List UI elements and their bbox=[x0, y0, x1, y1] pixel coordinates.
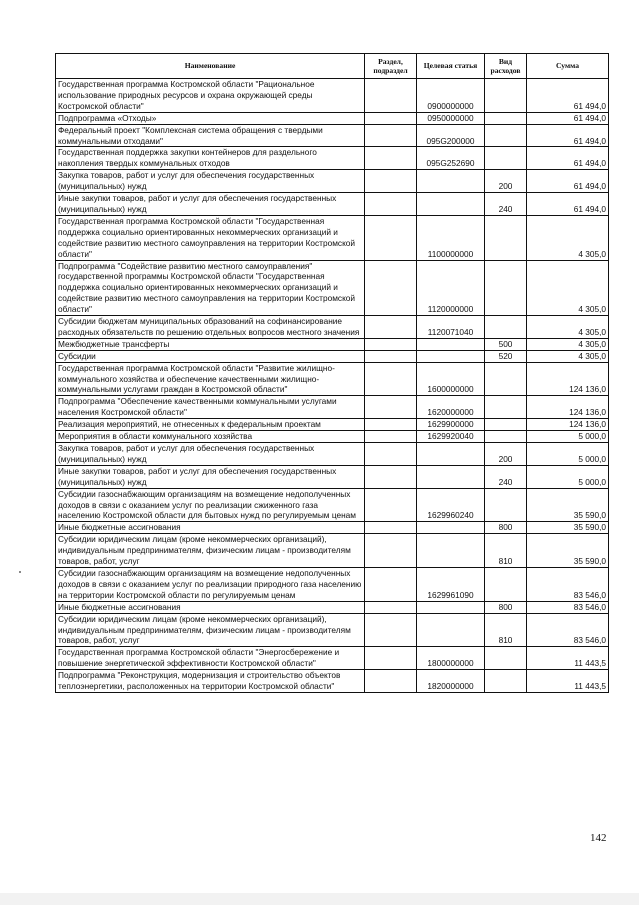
header-target: Целевая статья bbox=[417, 54, 485, 79]
row-section bbox=[365, 431, 417, 443]
row-target: 1800000000 bbox=[417, 647, 485, 670]
row-sum: 5 000,0 bbox=[527, 443, 609, 466]
table-row bbox=[56, 79, 609, 113]
page-number: 142 bbox=[590, 832, 607, 844]
row-section bbox=[365, 79, 417, 113]
row-name: Иные закупки товаров, работ и услуг для обеспечения государственных (муниципальных) нужд bbox=[56, 193, 365, 216]
table-row bbox=[56, 170, 609, 193]
row-target: 1600000000 bbox=[417, 362, 485, 396]
table-row bbox=[56, 567, 609, 601]
row-target bbox=[417, 465, 485, 488]
row-target: 0900000000 bbox=[417, 79, 485, 113]
row-section bbox=[365, 362, 417, 396]
row-name: Государственная поддержка закупки контейнеров для раздельного накопления твердых коммунальных отходов bbox=[56, 147, 365, 170]
row-expense-type bbox=[485, 215, 527, 260]
row-target: 1629961090 bbox=[417, 567, 485, 601]
row-target bbox=[417, 613, 485, 647]
row-expense-type: 810 bbox=[485, 613, 527, 647]
row-target bbox=[417, 443, 485, 466]
row-section bbox=[365, 567, 417, 601]
row-section bbox=[365, 124, 417, 147]
row-name: Государственная программа Костромской области "Энергосбережение и повышение энергетической эффективности Костромской области" bbox=[56, 647, 365, 670]
row-name: Закупка товаров, работ и услуг для обеспечения государственных (муниципальных) нужд bbox=[56, 443, 365, 466]
table-row bbox=[56, 534, 609, 568]
row-expense-type bbox=[485, 396, 527, 419]
row-sum: 5 000,0 bbox=[527, 431, 609, 443]
table-row bbox=[56, 522, 609, 534]
row-name: Реализация мероприятий, не отнесенных к федеральным проектам bbox=[56, 419, 365, 431]
row-target bbox=[417, 338, 485, 350]
table-row bbox=[56, 193, 609, 216]
table-row bbox=[56, 316, 609, 339]
row-expense-type bbox=[485, 362, 527, 396]
row-sum: 4 305,0 bbox=[527, 215, 609, 260]
table-row bbox=[56, 338, 609, 350]
budget-table bbox=[55, 53, 609, 693]
row-expense-type bbox=[485, 567, 527, 601]
table-row bbox=[56, 647, 609, 670]
row-section bbox=[365, 350, 417, 362]
row-target bbox=[417, 193, 485, 216]
row-section bbox=[365, 193, 417, 216]
row-expense-type bbox=[485, 419, 527, 431]
row-sum: 61 494,0 bbox=[527, 147, 609, 170]
row-section bbox=[365, 112, 417, 124]
row-name: Подпрограмма "Реконструкция, модернизация и строительство объектов теплоэнергетики, расположенных на территории Костромской области" bbox=[56, 670, 365, 693]
table-row bbox=[56, 112, 609, 124]
header-section: Раздел, подраздел bbox=[365, 54, 417, 79]
row-sum: 83 546,0 bbox=[527, 613, 609, 647]
row-target: 1120000000 bbox=[417, 260, 485, 316]
row-sum: 5 000,0 bbox=[527, 465, 609, 488]
row-sum: 4 305,0 bbox=[527, 338, 609, 350]
row-sum: 124 136,0 bbox=[527, 362, 609, 396]
row-sum: 4 305,0 bbox=[527, 260, 609, 316]
row-sum: 61 494,0 bbox=[527, 79, 609, 113]
row-expense-type bbox=[485, 316, 527, 339]
row-section bbox=[365, 260, 417, 316]
row-expense-type bbox=[485, 431, 527, 443]
row-target: 095G252690 bbox=[417, 147, 485, 170]
row-target: 095G200000 bbox=[417, 124, 485, 147]
row-sum: 4 305,0 bbox=[527, 350, 609, 362]
table-body bbox=[56, 79, 609, 693]
scan-bottom-edge bbox=[0, 893, 639, 905]
row-target: 1629920040 bbox=[417, 431, 485, 443]
row-sum: 61 494,0 bbox=[527, 112, 609, 124]
table-row bbox=[56, 362, 609, 396]
row-section bbox=[365, 670, 417, 693]
row-name: Субсидии юридическим лицам (кроме некоммерческих организаций), индивидуальным предпринимателям, физическим лицам - производителям товаров, работ, услуг bbox=[56, 534, 365, 568]
row-sum: 124 136,0 bbox=[527, 419, 609, 431]
row-name: Субсидии bbox=[56, 350, 365, 362]
row-target: 1100000000 bbox=[417, 215, 485, 260]
row-target: 1120071040 bbox=[417, 316, 485, 339]
row-sum: 35 590,0 bbox=[527, 534, 609, 568]
row-expense-type: 240 bbox=[485, 465, 527, 488]
row-section bbox=[365, 488, 417, 522]
row-sum: 35 590,0 bbox=[527, 488, 609, 522]
row-target bbox=[417, 534, 485, 568]
row-section bbox=[365, 601, 417, 613]
header-name: Наименование bbox=[56, 54, 365, 79]
row-name: Закупка товаров, работ и услуг для обеспечения государственных (муниципальных) нужд bbox=[56, 170, 365, 193]
row-target: 1629960240 bbox=[417, 488, 485, 522]
row-section bbox=[365, 534, 417, 568]
row-section bbox=[365, 443, 417, 466]
row-name: Межбюджетные трансферты bbox=[56, 338, 365, 350]
row-sum: 11 443,5 bbox=[527, 647, 609, 670]
row-name: Субсидии газоснабжающим организациям на возмещение недополученных доходов в связи с оказанием услуг по реализации природного газа населению на территории Костромской области по регулируемым ценам bbox=[56, 567, 365, 601]
row-expense-type bbox=[485, 488, 527, 522]
row-sum: 11 443,5 bbox=[527, 670, 609, 693]
table-row bbox=[56, 443, 609, 466]
row-section bbox=[365, 215, 417, 260]
row-name: Государственная программа Костромской области "Рациональное использование природных ресурсов и охрана окружающей среды Костромской области" bbox=[56, 79, 365, 113]
table-row bbox=[56, 147, 609, 170]
row-expense-type: 800 bbox=[485, 601, 527, 613]
table-row bbox=[56, 396, 609, 419]
table-row bbox=[56, 431, 609, 443]
row-name: Иные закупки товаров, работ и услуг для обеспечения государственных (муниципальных) нужд bbox=[56, 465, 365, 488]
row-section bbox=[365, 465, 417, 488]
table-row bbox=[56, 613, 609, 647]
row-expense-type: 200 bbox=[485, 443, 527, 466]
row-sum: 61 494,0 bbox=[527, 193, 609, 216]
row-sum: 83 546,0 bbox=[527, 601, 609, 613]
row-target: 0950000000 bbox=[417, 112, 485, 124]
row-expense-type: 520 bbox=[485, 350, 527, 362]
row-name: Подпрограмма "Содействие развитию местного самоуправления" государственной программы Костромской области "Государственная поддержка социально ориентированных некоммерческих организаций и содействие развитию местного самоуправления на территории Костромской области" bbox=[56, 260, 365, 316]
row-name: Федеральный проект "Комплексная система обращения с твердыми коммунальными отходами" bbox=[56, 124, 365, 147]
row-target bbox=[417, 601, 485, 613]
row-expense-type bbox=[485, 112, 527, 124]
table-row bbox=[56, 419, 609, 431]
row-target bbox=[417, 350, 485, 362]
row-name: Подпрограмма "Обеспечение качественными коммунальными услугами населения Костромской области" bbox=[56, 396, 365, 419]
row-expense-type: 200 bbox=[485, 170, 527, 193]
row-section bbox=[365, 522, 417, 534]
row-expense-type: 810 bbox=[485, 534, 527, 568]
row-sum: 83 546,0 bbox=[527, 567, 609, 601]
table-row bbox=[56, 215, 609, 260]
table-row bbox=[56, 124, 609, 147]
scan-speck bbox=[19, 571, 21, 573]
row-section bbox=[365, 419, 417, 431]
row-expense-type bbox=[485, 79, 527, 113]
table-row bbox=[56, 670, 609, 693]
row-target: 1820000000 bbox=[417, 670, 485, 693]
row-target: 1620000000 bbox=[417, 396, 485, 419]
row-sum: 61 494,0 bbox=[527, 170, 609, 193]
row-sum: 4 305,0 bbox=[527, 316, 609, 339]
row-sum: 124 136,0 bbox=[527, 396, 609, 419]
row-sum: 61 494,0 bbox=[527, 124, 609, 147]
header-sum: Сумма bbox=[527, 54, 609, 79]
row-expense-type bbox=[485, 147, 527, 170]
table-row bbox=[56, 260, 609, 316]
row-section bbox=[365, 338, 417, 350]
row-expense-type bbox=[485, 124, 527, 147]
row-name: Мероприятия в области коммунального хозяйства bbox=[56, 431, 365, 443]
row-name: Субсидии юридическим лицам (кроме некоммерческих организаций), индивидуальным предпринимателям, физическим лицам - производителям товаров, работ, услуг bbox=[56, 613, 365, 647]
table-row bbox=[56, 350, 609, 362]
row-expense-type bbox=[485, 670, 527, 693]
row-section bbox=[365, 613, 417, 647]
row-target: 1629900000 bbox=[417, 419, 485, 431]
row-name: Подпрограмма «Отходы» bbox=[56, 112, 365, 124]
row-expense-type: 240 bbox=[485, 193, 527, 216]
row-section bbox=[365, 647, 417, 670]
row-target bbox=[417, 522, 485, 534]
row-name: Субсидии бюджетам муниципальных образований на софинансирование расходных обязательств по решению отдельных вопросов местного значения bbox=[56, 316, 365, 339]
table-row bbox=[56, 465, 609, 488]
row-name: Государственная программа Костромской области "Развитие жилищно-коммунального хозяйства и обеспечение качественными жилищно-коммунальными услугами граждан в Костромской области" bbox=[56, 362, 365, 396]
row-section bbox=[365, 396, 417, 419]
header-expense-type: Вид расходов bbox=[485, 54, 527, 79]
row-target bbox=[417, 170, 485, 193]
row-name: Государственная программа Костромской области "Государственная поддержка социально ориентированных некоммерческих организаций и содействие развитию местного самоуправления на территории Костромской области" bbox=[56, 215, 365, 260]
row-expense-type: 800 bbox=[485, 522, 527, 534]
table-row bbox=[56, 488, 609, 522]
row-expense-type bbox=[485, 260, 527, 316]
row-section bbox=[365, 147, 417, 170]
row-sum: 35 590,0 bbox=[527, 522, 609, 534]
row-expense-type bbox=[485, 647, 527, 670]
row-section bbox=[365, 316, 417, 339]
table-header bbox=[56, 54, 609, 79]
row-section bbox=[365, 170, 417, 193]
table-row bbox=[56, 601, 609, 613]
row-name: Иные бюджетные ассигнования bbox=[56, 601, 365, 613]
row-expense-type: 500 bbox=[485, 338, 527, 350]
row-name: Иные бюджетные ассигнования bbox=[56, 522, 365, 534]
row-name: Субсидии газоснабжающим организациям на возмещение недополученных доходов в связи с оказанием услуг по реализации сжиженного газа населению Костромской области для бытовых нужд по регулируемым ценам bbox=[56, 488, 365, 522]
